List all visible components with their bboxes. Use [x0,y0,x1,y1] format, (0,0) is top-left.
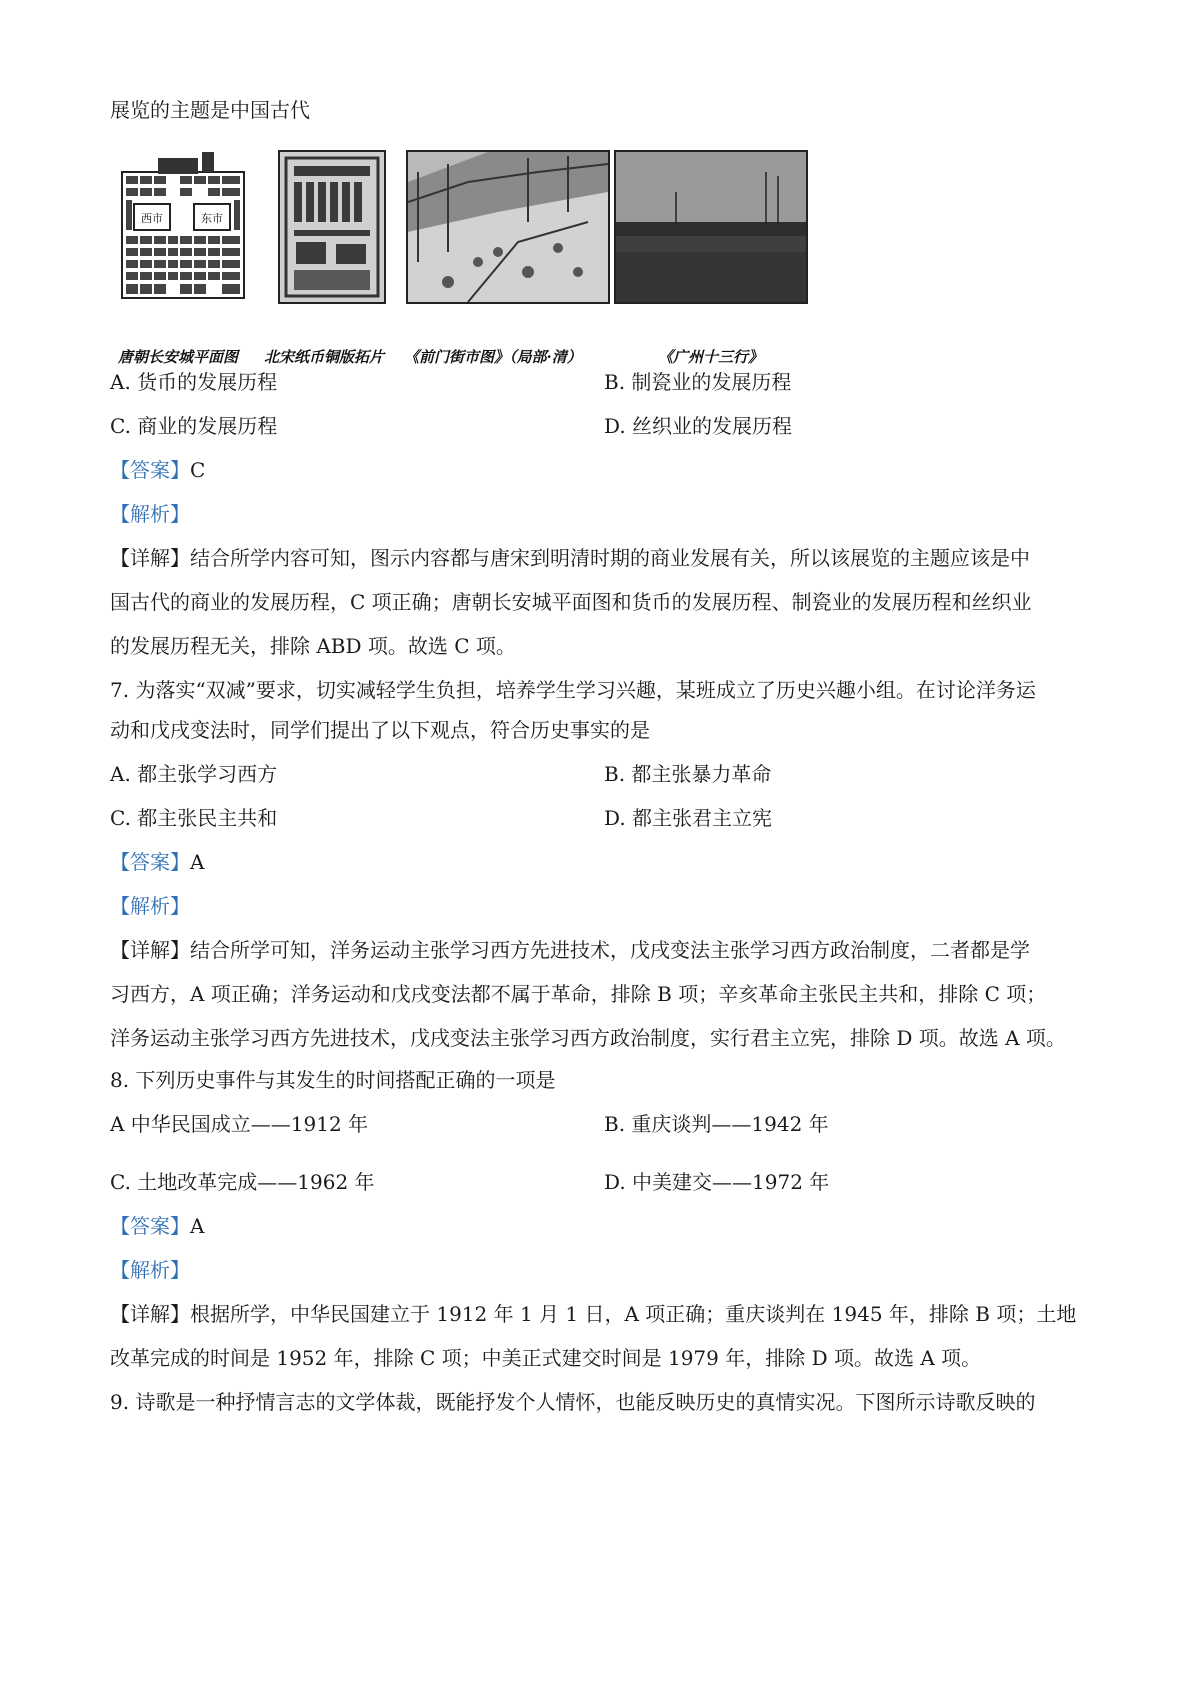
question-6-figure [118,150,878,380]
q8-option-b: B. 重庆谈判——1942 年 [604,1112,829,1136]
q8-detail-line-2: 改革完成的时间是 1952 年，排除 C 项；中美正式建交时间是 1979 年，排除 D 项。故选 A 项。 [110,1346,982,1370]
answer-tag: 【答案】 [110,1214,190,1238]
map-label-east-market: 东市 [201,212,223,225]
answer-tag: 【答案】 [110,458,190,482]
q8-answer [110,1212,1100,1240]
q7-detail-line-2: 习西方，A 项正确；洋务运动和戊戌变法都不属于革命，排除 B 项；辛亥革命主张民主共和，排除 C 项； [110,982,1047,1006]
question-6-stem-tail: 展览的主题是中国古代 [110,98,310,122]
q7-option-d: D. 都主张君主立宪 [604,806,773,830]
q7-analysis-tag: 【解析】 [110,894,190,918]
map-label-west-market: 西市 [141,212,163,225]
q7-stem-line-1: 7. 为落实“双减”要求，切实减轻学生负担，培养学生学习兴趣，某班成立了历史兴趣小组。在讨论洋务运 [110,678,1036,702]
q6-answer [110,456,1100,484]
song-banknote-rubbing-image [278,150,386,304]
q7-option-a: A. 都主张学习西方 [110,762,278,786]
detail-text: 结合所学可知，洋务运动主张学习西方先进技术，戊戌变法主张学习西方政治制度，二者都是学 [190,938,1030,962]
q8-option-c: C. 土地改革完成——1962 年 [110,1170,375,1194]
q9-stem-line-1: 9. 诗歌是一种抒情言志的文学体裁，既能抒发个人情怀，也能反映历史的真情实况。下图所示诗歌反映的 [110,1390,1036,1414]
q8-option-d: D. 中美建交——1972 年 [604,1170,830,1194]
q6-option-a: A. 货币的发展历程 [110,370,278,394]
q8-stem-line-1: 8. 下列历史事件与其发生的时间搭配正确的一项是 [110,1068,556,1092]
q6-detail-line-1 [110,544,1100,572]
q7-option-c: C. 都主张民主共和 [110,806,278,830]
q8-option-a: A 中华民国成立——1912 年 [110,1112,369,1136]
caption-guangzhou-hongs: 《广州十三行》 [658,348,764,366]
caption-song-banknote: 北宋纸币铜版拓片 [264,348,385,366]
q8-analysis-tag: 【解析】 [110,1258,190,1282]
qianmen-street-painting-image [406,150,610,304]
detail-text: 根据所学，中华民国建立于 1912 年 1 月 1 日，A 项正确；重庆谈判在 1945 年，排除 B 项；土地 [190,1302,1077,1326]
answer-value: C [190,458,206,482]
q6-analysis-tag: 【解析】 [110,502,190,526]
detail-text: 结合所学内容可知，图示内容都与唐宋到明清时期的商业发展有关，所以该展览的主题应该是中 [190,546,1030,570]
q6-option-c: C. 商业的发展历程 [110,414,278,438]
q7-detail-line-1 [110,936,1100,964]
caption-qianmen-street: 《前门街市图》（局部·清） [404,348,582,366]
q6-option-b: B. 制瓷业的发展历程 [604,370,792,394]
q7-stem-line-2: 动和戊戌变法时，同学们提出了以下观点，符合历史事实的是 [110,718,650,742]
q8-detail-line-1 [110,1300,1100,1328]
guangzhou-thirteen-hongs-image [614,150,808,304]
detail-tag: 【详解】 [110,938,190,962]
answer-value: A [190,1214,205,1238]
detail-tag: 【详解】 [110,1302,190,1326]
q6-detail-line-3: 的发展历程无关，排除 ABD 项。故选 C 项。 [110,634,516,658]
answer-value: A [190,850,205,874]
caption-changan-map: 唐朝长安城平面图 [118,348,239,366]
answer-tag: 【答案】 [110,850,190,874]
q7-detail-line-3: 洋务运动主张学习西方先进技术，戊戌变法主张学习西方政治制度，实行君主立宪，排除 D 项。故选 A 项。 [110,1026,1066,1050]
q7-answer [110,848,1100,876]
changan-map-image [118,150,248,300]
detail-tag: 【详解】 [110,546,190,570]
q6-detail-line-2: 国古代的商业的发展历程，C 项正确；唐朝长安城平面图和货币的发展历程、制瓷业的发展历程和丝织业 [110,590,1032,614]
q7-option-b: B. 都主张暴力革命 [604,762,772,786]
q6-option-d: D. 丝织业的发展历程 [604,414,793,438]
